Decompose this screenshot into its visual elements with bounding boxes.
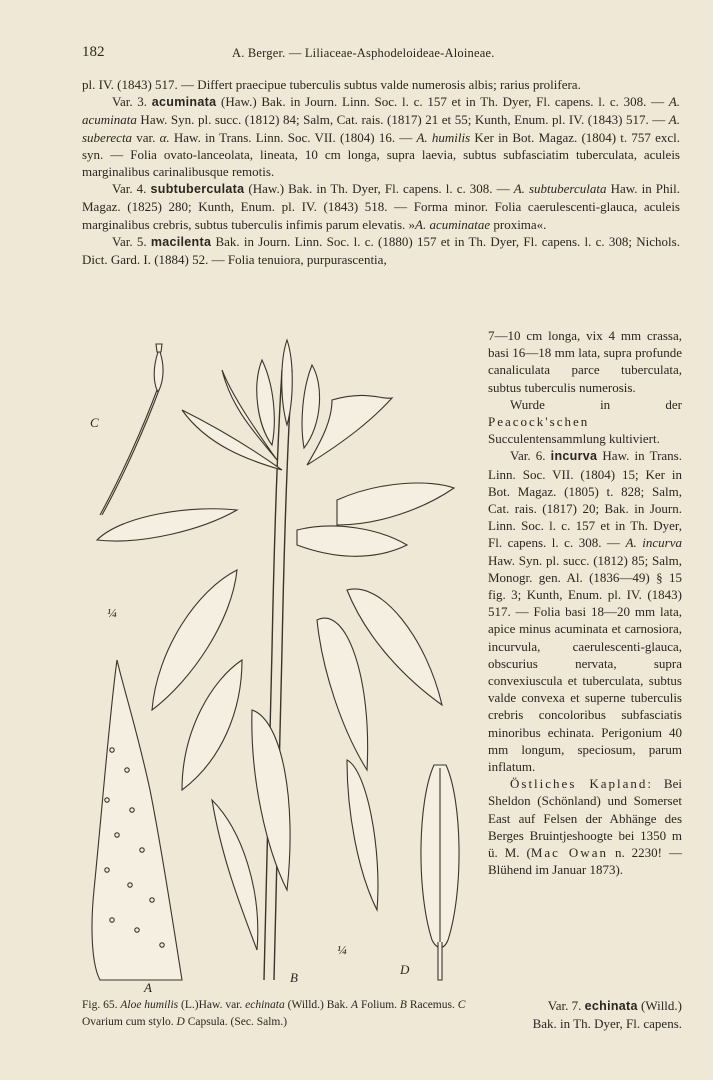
italic-name: A. suberecta (82, 112, 680, 145)
capsule-drawing (421, 765, 459, 980)
var-label: Var. 5. (112, 233, 147, 249)
region-name: Östliches Kapland: (510, 776, 653, 792)
figure-scale-raceme: ¼ (337, 942, 347, 957)
italic-name: A. humilis (416, 129, 471, 145)
text-run: Haw. Syn. pl. succ. (1812) 85; Salm, Monogr. gen. Al. (1836—49) § 15 fig. 3; Kunth, Enum. pl. IV. (1843) 517. — Folia basi 18—20 mm lata, apice minus acuminata et carnosiora, incurvula, caerulescenti-glauca, obscurius nervata, supra convexiuscula et tuberculata, subtus valde convexa et superne tuberculis crebris concoloribus subfasciatis minoribus echinata. Perigonium 40 mm longum, speciosum, parum inflatum. (488, 552, 682, 775)
text-run: (Haw.) Bak. in Journ. Linn. Soc. l. c. 157 et in Th. Dyer, Fl. capens. l. c. 308. — (216, 94, 669, 110)
text-run: var. (132, 129, 160, 145)
caption-fig-number: Fig. 65. (82, 999, 121, 1011)
text-run: Folium. (358, 999, 400, 1011)
text-run: Ker in Bot. Magaz. (1804) t. 757 excl. syn. — Folia ovato-lanceolata, lineata, 10 cm longa, supra laevia, subtus subfasciatim tuberculata, aculeis marginalibus carinalibusque remotis. (82, 129, 680, 180)
text-run: (Haw.) Bak. in Th. Dyer, Fl. capens. l. c. 308. — (244, 181, 514, 197)
text-run: Bak. in Journ. Linn. Soc. l. c. (1880) 157 et in Th. Dyer, Fl. capens. l. c. 308; Nichols. Dict. Gard. I. (1884) 52. — Folia tenuiora, purpurascentia, (82, 233, 680, 268)
text-run: Haw. Syn. pl. succ. (1812) 84; Salm, Cat. rais. (1817) 21 et 55; Kunth, Enum. pl. IV. (1843) 517. — (136, 112, 669, 128)
figure-label-b: B (290, 970, 298, 985)
caption-label-a: A (351, 999, 359, 1011)
figure-label-a: A (144, 980, 152, 995)
italic-name: A. incurva (625, 535, 683, 551)
text-run: Bei Sheldon (Schönland) und Somerset East auf Felsen der Abhänge des Berges Bruintjeshoogte bei 1350 m ü. M. ( (488, 776, 682, 861)
text-run: Haw. in Trans. Linn. Soc. VII. (1804) 16. — (169, 129, 417, 145)
leaf-drawing (92, 660, 182, 980)
column-paragraph-1: 7—10 cm longa, vix 4 mm crassa, basi 16—18 mm lata, supra profunde canaliculata parce tuberculata, subtus tuberculis numerosis. (488, 328, 682, 395)
italic-name: A. subtuberculata (513, 181, 607, 197)
variety-name: echinata (584, 999, 638, 1013)
paragraph-var-3 (82, 93, 680, 180)
text-run: Haw. in Trans. Linn. Soc. VII. (1804) 15; Ker in Bot. Magaz. (1805) t. 828; Salm, Cat. rais. (1817) 20; Bak. in Journ. Linn. Soc. l. c. 157 et in Th. Dyer, Fl. capens. l. c. 308. — (488, 448, 682, 551)
botanical-illustration (82, 330, 482, 995)
var-7-heading (497, 997, 682, 1032)
paragraph-var-5 (82, 233, 680, 268)
text-run: Racemus. (406, 999, 458, 1011)
caption-variety: echinata (245, 999, 285, 1011)
caption-label-b: B (399, 999, 407, 1011)
variety-name: macilenta (150, 234, 212, 249)
ovary-drawing (100, 344, 163, 515)
full-width-text (82, 76, 680, 268)
spaced-name: Peacock'schen (488, 414, 590, 430)
text-run: proxima«. (490, 216, 547, 232)
text-run: (L.)Haw. var. (178, 999, 246, 1011)
var-label: Var. 3. (112, 94, 148, 110)
var-7-line-1 (497, 997, 682, 1015)
var-label: Var. 6. (510, 448, 546, 464)
caption-species: Aloe humilis (120, 999, 179, 1011)
running-header (82, 44, 673, 66)
column-paragraph-locality (488, 775, 682, 878)
text-run: Haw. in Phil. Magaz. (1825) 280; Kunth, Enum. pl. IV. (1843) 518. — Forma minor. Folia caerulescenti-glauca, aculeis marginalibus crebris, subtus tuberculis infimis parum elevatis. » (82, 181, 681, 232)
variety-name: subtuberculata (150, 182, 245, 197)
caption-label-c: C (457, 999, 466, 1011)
aloe-drawing (82, 330, 482, 995)
italic-name: α. (159, 129, 170, 145)
figure-label-d: D (400, 962, 410, 977)
italic-name: A. acuminatae (415, 216, 491, 232)
page-number: 182 (82, 44, 105, 60)
collector-name: Mac Owan (530, 845, 608, 861)
variety-name: incurva (550, 449, 598, 464)
text-run: n. 2230! — Blühend im Januar 1873). (488, 845, 682, 878)
text-run: Succulentensammlung kultiviert. (488, 431, 660, 447)
text-run: Capsula. (Sec. Salm.) (184, 1016, 288, 1028)
text-run: (Willd.) Bak. (284, 999, 352, 1011)
right-column-text (488, 327, 682, 879)
italic-name: A. acuminata (82, 94, 681, 128)
var-label: Var. 4. (112, 181, 147, 197)
caption-label-d: D (176, 1016, 185, 1028)
figure-caption (82, 997, 482, 1031)
variety-name: acuminata (151, 95, 217, 110)
paragraph-0: pl. IV. (1843) 517. — Differt praecipue tuberculis subtus valde numerosis albis; rarius prolifera. (82, 77, 581, 92)
paragraph-var-4 (82, 180, 680, 233)
var-7-line-2: Bak. in Th. Dyer, Fl. capens. (532, 1016, 682, 1032)
column-paragraph-2 (488, 396, 682, 448)
var-label: Var. 7. (547, 998, 585, 1013)
figure-scale-leaf: ¼ (107, 605, 117, 620)
text-run: Ovarium cum stylo. (82, 1016, 177, 1028)
column-paragraph-var-6 (488, 447, 682, 775)
text-run: (Willd.) (637, 998, 682, 1013)
text-run: Wurde in der (510, 396, 682, 412)
running-title: A. Berger. — Liliaceae-Asphodeloideae-Aloineae. (232, 46, 495, 60)
figure-label-c: C (90, 415, 99, 430)
